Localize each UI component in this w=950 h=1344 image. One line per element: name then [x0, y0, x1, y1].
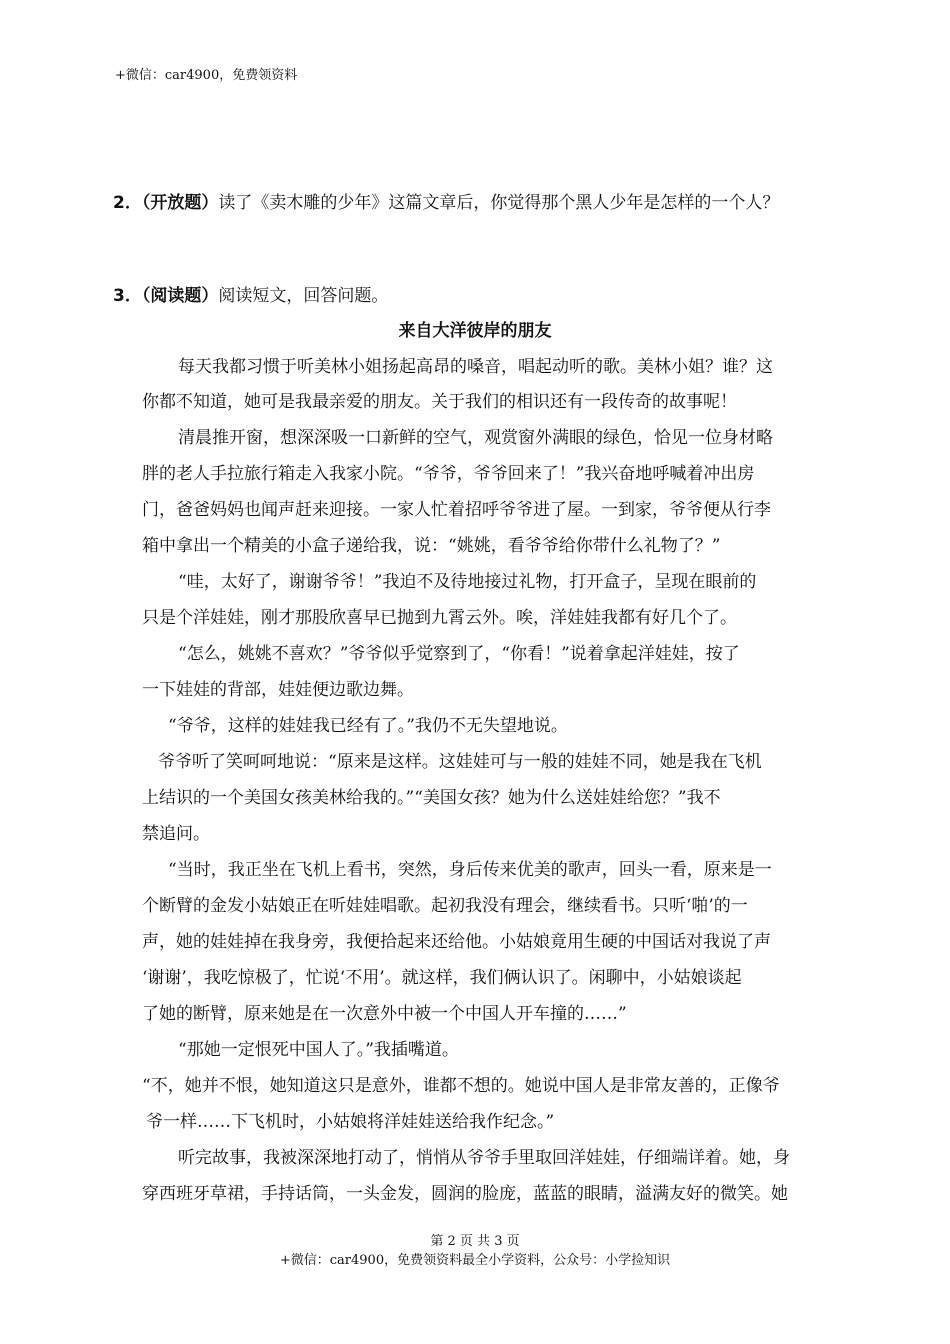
- page-number: 第 2 页 共 3 页: [430, 1234, 520, 1249]
- question-3-text: 阅读短文，回答问题。: [218, 286, 389, 306]
- passage-title: 来自大洋彼岸的朋友: [398, 321, 552, 341]
- footer-note: +微信：car4900，免费领资料最全小学资料，公众号：小学捡知识: [279, 1253, 671, 1268]
- passage-line: 声，她的娃娃掉在我身旁，我便拾起来还给他。小姑娘竟用生硬的中国话对我说了声: [142, 932, 771, 952]
- passage-line: 一下娃娃的背部，娃娃便边歌边舞。: [142, 680, 414, 700]
- question-2-text: 读了《卖木雕的少年》这篇文章后，你觉得那个黑人少年是怎样的一个人？: [218, 193, 780, 213]
- passage-line: 只是个洋娃娃，刚才那股欣喜早已抛到九霄云外。唉，洋娃娃我都有好几个了。: [142, 608, 737, 628]
- passage-line: “怎么，姚姚不喜欢？”爷爷似乎觉察到了，“你看！”说着拿起洋娃娃，按了: [178, 644, 740, 664]
- question-3-number: 3．: [113, 286, 142, 306]
- passage-line: “那她一定恨死中国人了。”我插嘴道。: [178, 1040, 459, 1060]
- passage-line: 爷爷听了笑呵呵地说：“原来是这样。这娃娃可与一般的娃娃不同，她是我在飞机: [158, 752, 762, 772]
- passage-line: 爷一样……下飞机时，小姑娘将洋娃娃送给我作纪念。”: [146, 1112, 555, 1132]
- passage-line: 胖的老人手拉旅行箱走入我家小院。“爷爷，爷爷回来了！”我兴奋地呼喊着冲出房: [142, 464, 755, 484]
- passage-line: 个断臂的金发小姑娘正在听娃娃唱歌。起初我没有理会，继续看书。只听‘啪’的一: [142, 896, 748, 916]
- passage-line: 禁追问。: [142, 824, 210, 844]
- question-2: [113, 188, 779, 213]
- passage-line: 听完故事，我被深深地打动了，悄悄从爷爷手里取回洋娃娃，仔细端详着。她，身: [178, 1148, 790, 1168]
- passage-line: 箱中拿出一个精美的小盒子递给我，说：“姚姚，看爷爷给你带什么礼物了？”: [142, 536, 721, 556]
- passage-line: 每天我都习惯于听美林小姐扬起高昂的嗓音，唱起动听的歌。美林小姐？谁？这: [178, 357, 773, 377]
- passage-line: 上结识的一个美国女孩美林给我的。”“美国女孩？她为什么送娃娃给您？”我不: [142, 788, 721, 808]
- question-3: [113, 281, 388, 306]
- passage-line: 穿西班牙草裙，手持话筒，一头金发，圆润的脸庞，蓝蓝的眼睛，溢满友好的微笑。她: [142, 1184, 788, 1204]
- passage-line: “哇，太好了，谢谢爷爷！”我迫不及待地接过礼物，打开盒子，呈现在眼前的: [178, 572, 757, 592]
- question-2-tag: （开放题）: [141, 193, 219, 213]
- passage-line: ‘谢谢’，我吃惊极了，忙说‘不用’。就这样，我们俩认识了。闲聊中，小姑娘谈起: [142, 968, 742, 988]
- passage-line: 门，爸爸妈妈也闻声赶来迎接。一家人忙着招呼爷爷进了屋。一到家，爷爷便从行李: [142, 500, 771, 520]
- header-note: +微信：car4900，免费领资料: [115, 68, 298, 83]
- passage-line: “当时，我正坐在飞机上看书，突然，身后传来优美的歌声，回头一看，原来是一: [168, 860, 772, 880]
- passage-line: 清晨推开窗，想深深吸一口新鲜的空气，观赏窗外满眼的绿色，恰见一位身材略: [178, 428, 773, 448]
- passage-line: 你都不知道，她可是我最亲爱的朋友。关于我们的相识还有一段传奇的故事呢！: [142, 392, 737, 412]
- passage-line: 了她的断臂，原来她是在一次意外中被一个中国人开车撞的……”: [142, 1004, 627, 1024]
- question-3-tag: （阅读题）: [141, 286, 219, 306]
- passage-line: “不，她并不恨，她知道这只是意外，谁都不想的。她说中国人是非常友善的，正像爷: [142, 1076, 780, 1096]
- question-2-number: 2．: [113, 193, 142, 213]
- passage-line: “爷爷，这样的娃娃我已经有了。”我仍不无失望地说。: [168, 716, 568, 736]
